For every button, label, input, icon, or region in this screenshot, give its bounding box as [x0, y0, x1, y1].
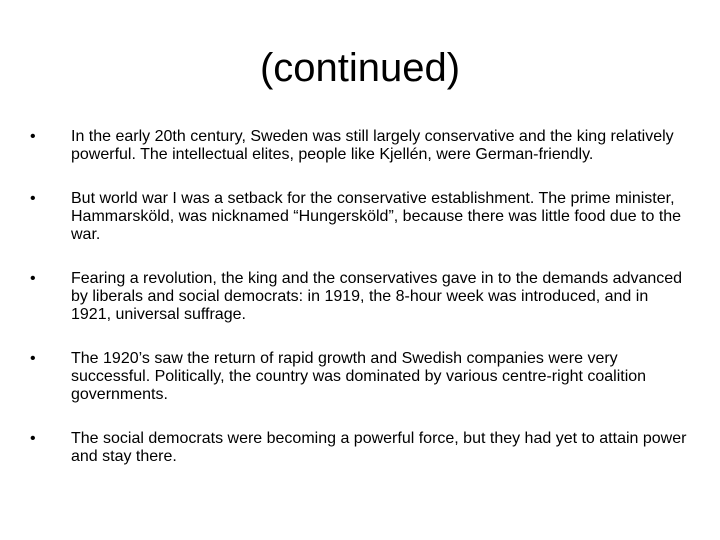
bullet-text: But world war I was a setback for the conservative establishment. The prime minister, Hammarsköld, was nicknamed “Hungersköld”, because there was little food due to the war. — [71, 190, 682, 243]
bullet-item-3 — [30, 270, 690, 324]
bullet-text: Fearing a revolution, the king and the conservatives gave in to the demands advanced by liberals and social democrats: in 1919, the 8-hour week was introduced, and in 1921, universal suffrage. — [71, 270, 683, 323]
bullet-icon: • — [30, 350, 36, 367]
slide-title: (continued) — [259, 46, 461, 90]
bullet-text: The social democrats were becoming a powerful force, but they had yet to attain power and stay there. — [71, 430, 687, 465]
bullet-list — [30, 128, 690, 466]
bullet-item-2 — [30, 190, 690, 244]
bullet-icon: • — [30, 190, 36, 207]
bullet-text: The 1920’s saw the return of rapid growth and Swedish companies were very successful. Politically, the country was dominated by various centre-right coalition governments. — [71, 350, 647, 403]
bullet-item-1 — [30, 128, 690, 164]
bullet-icon: • — [30, 430, 36, 447]
bullet-icon: • — [30, 270, 36, 287]
bullet-item-5 — [30, 430, 690, 466]
bullet-item-4 — [30, 350, 690, 404]
bullet-text: In the early 20th century, Sweden was still largely conservative and the king relatively powerful. The intellectual elites, people like Kjellén, were German-friendly. — [71, 128, 674, 163]
bullet-icon: • — [30, 128, 36, 145]
